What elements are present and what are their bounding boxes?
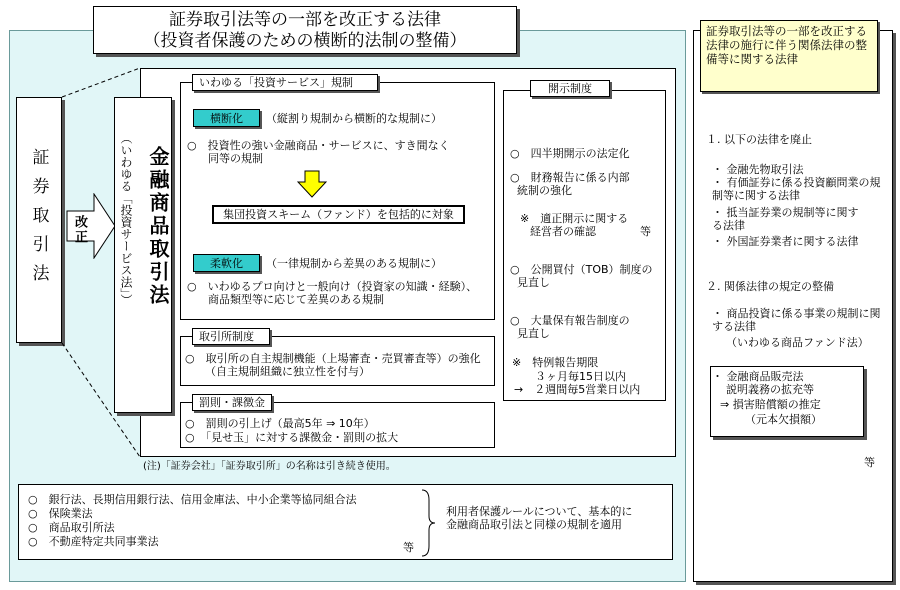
new-law-box	[114, 97, 172, 413]
disclosure-item: ○ 財務報告に係る内部	[510, 171, 630, 184]
disclosure-item: ○ 公開買付（TOB）制度の	[510, 263, 653, 276]
penalty-item-1: ○ 罰則の引上げ（最高5年 ⇒ 10年）	[185, 417, 375, 430]
cross-item-1: ○ 投資性の強い金融商品・サービスに、すき間なく	[187, 139, 450, 152]
flex-item-1: ○ いわゆるプロ向けと一般向け（投資家の知識・経験）、	[187, 280, 478, 293]
cross-label: 横断化	[193, 109, 260, 127]
right-sec1-item: ・ 外国証券業者に関する法律	[712, 235, 859, 248]
disclosure-box	[503, 90, 666, 401]
right-sec1-item: ・ 有価証券に係る投資顧問業の規制等に関する法律	[712, 176, 881, 202]
investment-services-header: いわゆる「投資サービス」規制	[192, 74, 378, 91]
flex-item-2: 商品類型等に応じて差異のある規制	[208, 293, 384, 306]
right-sec2-item-2: （いわゆる商品ファンド法）	[726, 336, 869, 349]
disclosure-item: ○ 四半期開示の法定化	[510, 147, 630, 160]
exchange-item-1: ○ 取引所の自主規制機能（上場審査・売買審査等）の強化	[185, 352, 481, 365]
flex-label: 柔軟化	[193, 254, 260, 272]
right-title: 証券取引法等の一部を改正する法律の施行に伴う関係法律の整備等に関する法律	[700, 20, 878, 92]
right-sec2-item-1: ・ 商品投資に係る事業の規制に関する法律	[712, 307, 881, 333]
disclosure-item: ３ヶ月毎15日以内	[535, 370, 626, 383]
scheme-label: 集団投資スキーム（ファンド）を包括的に対象	[223, 208, 454, 221]
disclosure-item: → ２週間毎5営業日以内	[514, 383, 641, 396]
bottom-etc: 等	[403, 541, 414, 554]
disclosure-item: ※ 特例報告期限	[512, 356, 599, 369]
bottom-item: ○ 商品取引所法	[28, 521, 115, 534]
old-law-label: 証券取引法	[28, 147, 49, 293]
new-law-alias: （いわゆる「投資サービス法」）	[119, 132, 133, 306]
bottom-item: ○ 不動産特定共同事業法	[28, 535, 159, 548]
brace-icon	[420, 488, 436, 558]
flex-desc: （一律規制から差異のある規制に）	[266, 257, 442, 270]
right-sec1: １. 以下の法律を廃止	[706, 133, 812, 146]
exchange-item-2: （自主規制組織に独立性を付与）	[205, 365, 370, 378]
title-line-2: （投資者保護のための横断的法制の整備）	[143, 31, 467, 51]
disclosure-item: 経営者の確認	[530, 225, 596, 238]
sales-line-3: ⇒ 損害賠償額の推定	[720, 398, 821, 411]
bottom-desc-1: 利用者保護ルールについて、基本的に	[446, 505, 633, 518]
disclosure-item: 統制の強化	[517, 184, 572, 197]
disclosure-item: 見直し	[517, 327, 550, 340]
right-etc: 等	[864, 456, 875, 469]
scheme-box	[212, 205, 465, 224]
cross-item-2: 同等の規制	[208, 152, 263, 165]
sales-line-2: 説明義務の拡充等	[726, 383, 814, 396]
new-law-label: 金融商品取引法	[146, 146, 170, 307]
bottom-item: ○ 保険業法	[28, 507, 93, 520]
penalty-item-2: ○ 「見せ玉」に対する課徴金・罰則の拡大	[185, 431, 399, 444]
disclosure-item: ※ 適正開示に関する	[520, 212, 629, 225]
bottom-item: ○ 銀行法、長期信用銀行法、信用金庫法、中小企業等協同組合法	[28, 493, 357, 506]
bottom-desc-2: 金融商品取引法と同様の規制を適用	[446, 518, 622, 531]
right-sec1-item: ・ 金融先物取引法	[712, 163, 804, 176]
exchange-header: 取引所制度	[192, 328, 270, 345]
note: (注)「証券会社」「証券取引所」の名称は引き続き使用。	[143, 461, 396, 472]
disclosure-item: 等	[640, 225, 651, 238]
disclosure-item: ○ 大量保有報告制度の	[510, 314, 630, 327]
sales-line-1: ・ 金融商品販売法	[712, 370, 804, 383]
right-sec1-item: ・ 抵当証券業の規制等に関する法律	[712, 206, 859, 232]
disclosure-header: 開示制度	[530, 80, 610, 97]
down-arrow-icon	[297, 170, 327, 198]
sales-line-4: （元本欠損額）	[745, 413, 822, 426]
title-line-1: 証券取引法等の一部を改正する法律	[169, 10, 441, 30]
revise-label: 改正	[72, 215, 87, 245]
cross-desc: （縦割り規制から横断的な規制に）	[266, 112, 442, 125]
disclosure-item: 見直し	[517, 276, 550, 289]
penalty-header: 罰則・課徴金	[192, 394, 272, 411]
right-sec2: ２. 関係法律の規定の整備	[706, 280, 834, 293]
